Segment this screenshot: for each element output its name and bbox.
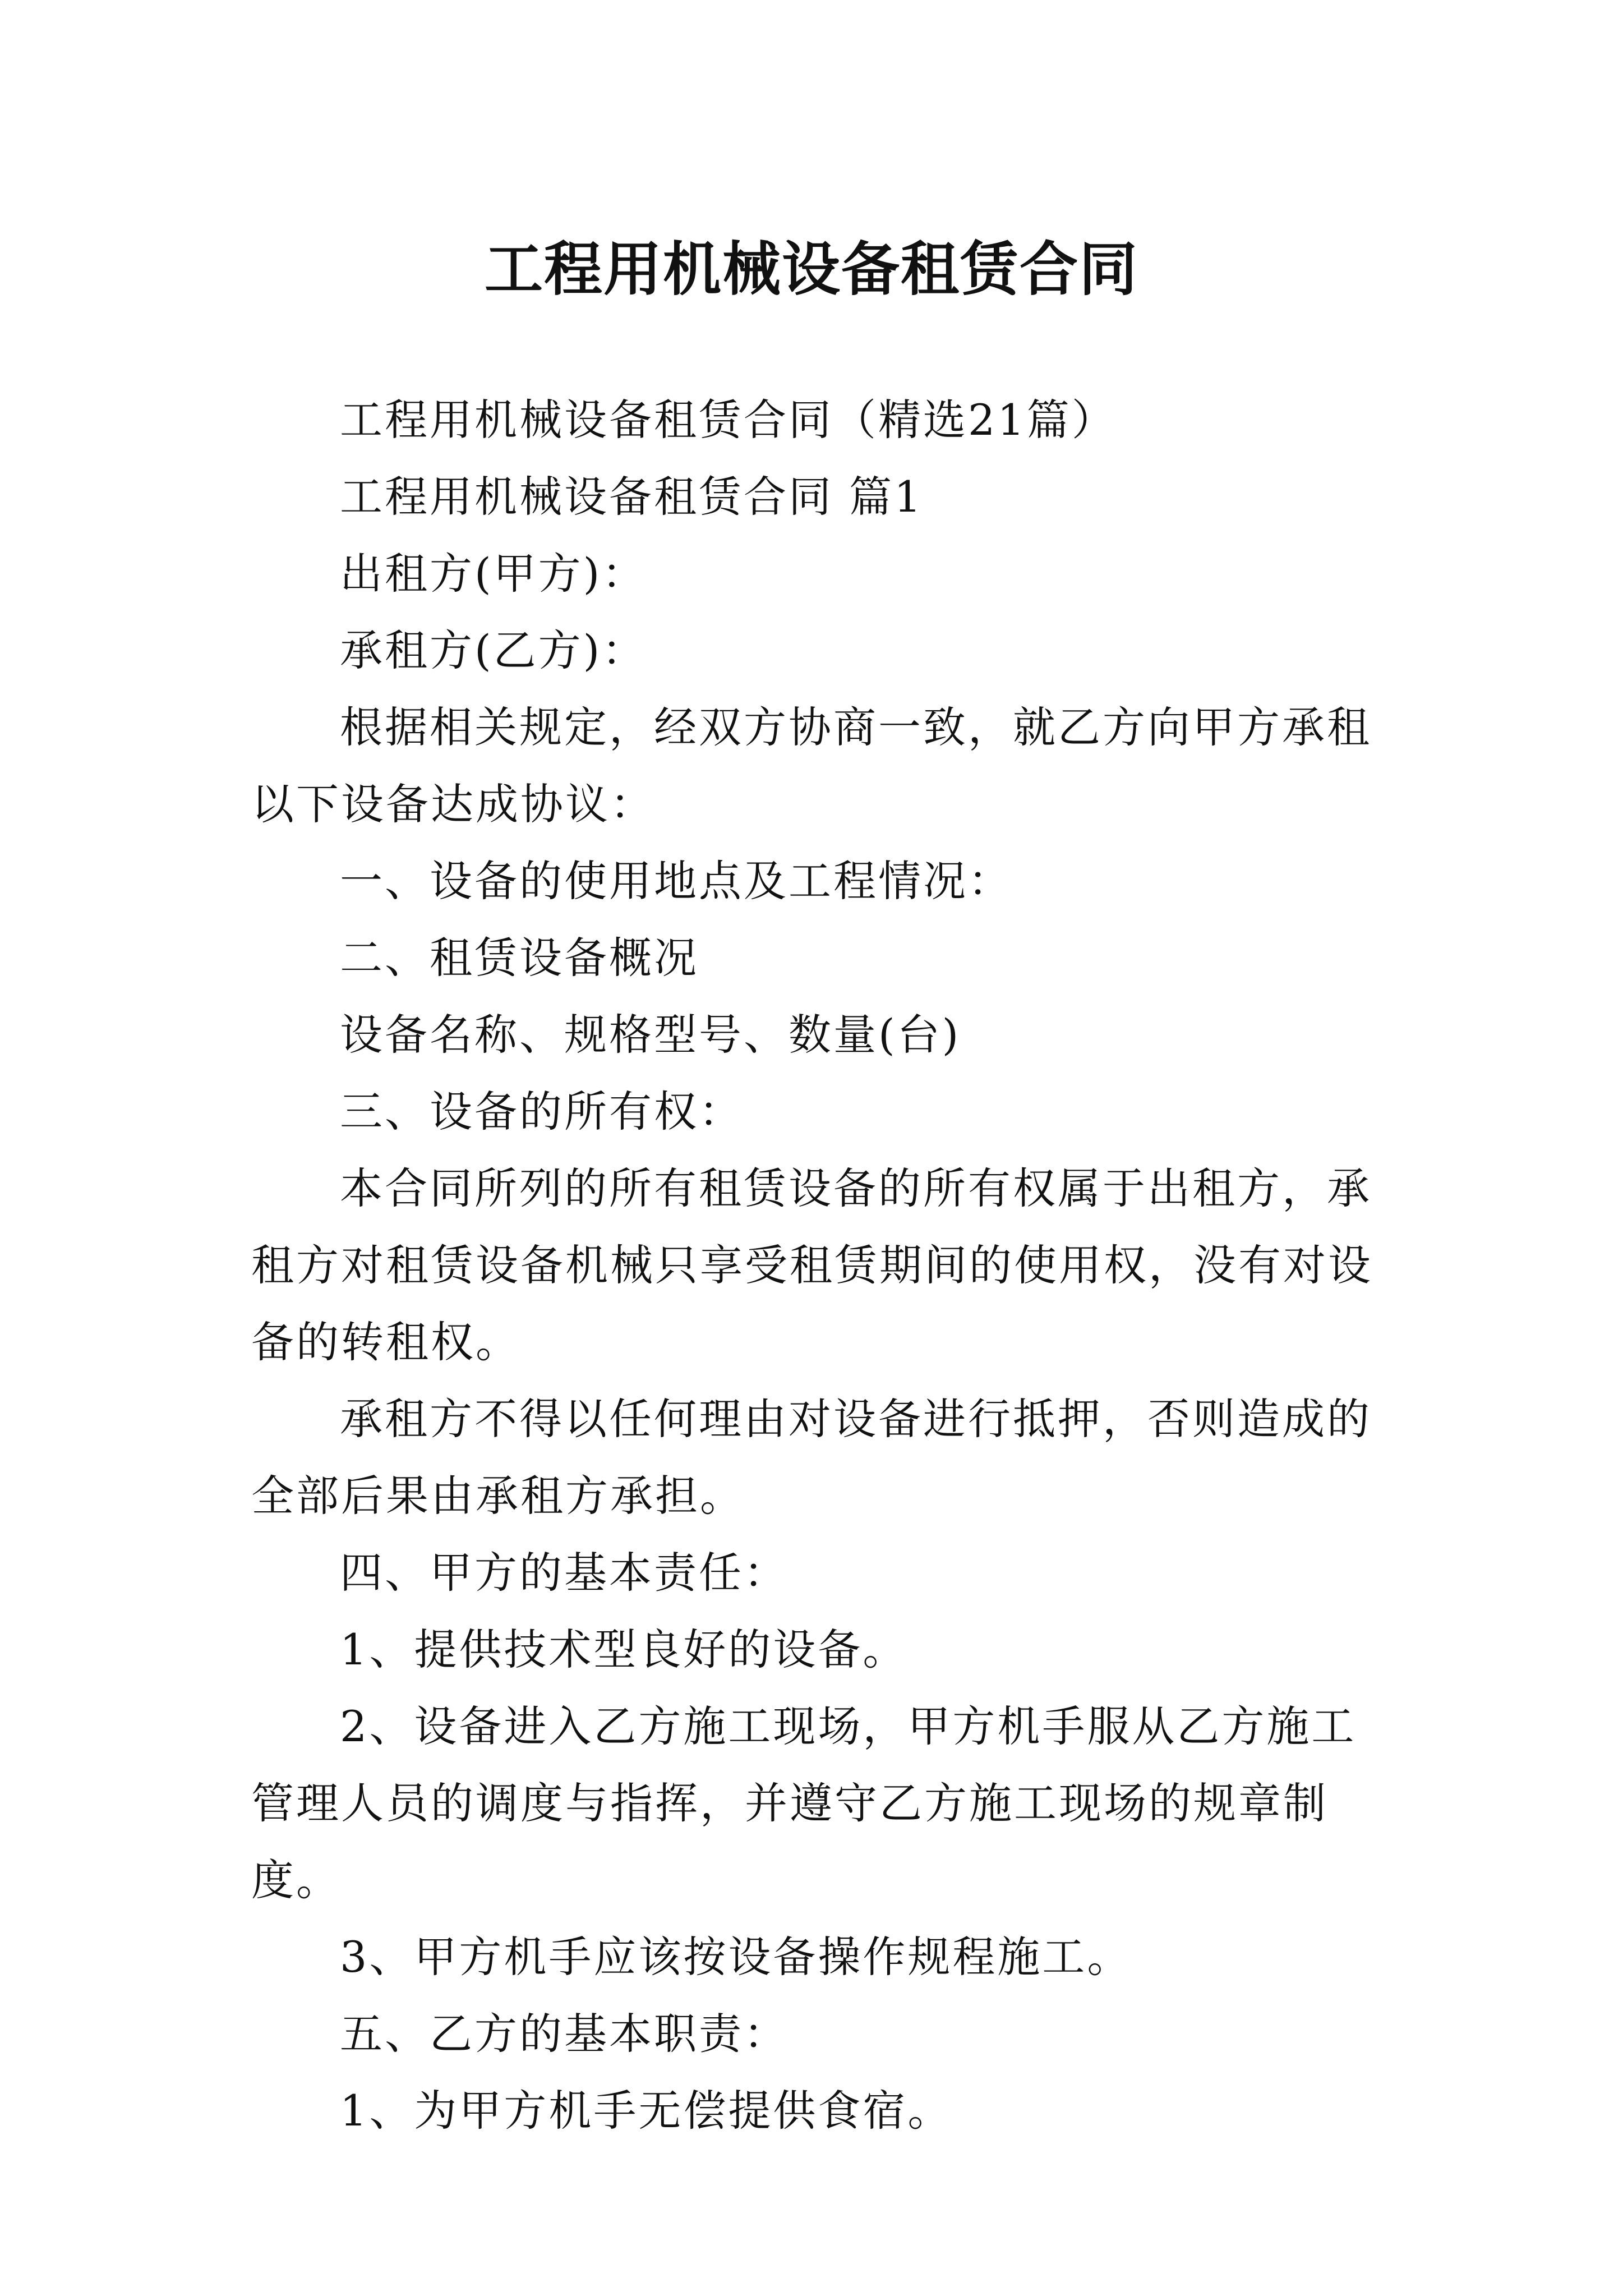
paragraph-mortgage: 承租方不得以任何理由对设备进行抵押，否则造成的全部后果由承租方承担。: [251, 1394, 1372, 1521]
paragraph-responsibility-1: 1、提供技术型良好的设备。: [340, 1625, 908, 1674]
paragraph-section-title: 工程用机械设备租赁合同 篇1: [340, 472, 924, 522]
paragraph-heading-2: 二、租赁设备概况: [340, 933, 699, 983]
paragraph-lessee: 承租方(乙方)：: [340, 625, 647, 675]
paragraph-heading-3: 三、设备的所有权：: [340, 1087, 744, 1137]
paragraph-responsibility-3: 3、甲方机手应该按设备操作规程施工。: [340, 1932, 1132, 1982]
document-title: 工程用机械设备租赁合同: [484, 234, 1138, 303]
paragraph-duty-1: 1、为甲方机手无偿提供食宿。: [340, 2086, 953, 2136]
paragraph-intro: 工程用机械设备租赁合同（精选21篇）: [340, 395, 1117, 445]
document-body: [251, 381, 1390, 2149]
paragraph-responsibility-2: 2、设备进入乙方施工现场，甲方机手服从乙方施工管理人员的调度与指挥，并遵守乙方施工现场的规章制度。: [251, 1701, 1357, 1905]
paragraph-ownership: 本合同所列的所有租赁设备的所有权属于出租方，承租方对租赁设备机械只享受租赁期间的使用权，没有对设备的转租权。: [251, 1163, 1373, 1367]
paragraph-heading-5: 五、乙方的基本职责：: [340, 2009, 789, 2059]
paragraph-equipment-spec: 设备名称、规格型号、数量(台): [340, 1010, 961, 1060]
paragraph-agreement: 根据相关规定，经双方协商一致，就乙方向甲方承租以下设备达成协议：: [251, 702, 1372, 829]
paragraph-lessor: 出租方(甲方)：: [340, 549, 647, 599]
paragraph-heading-1: 一、设备的使用地点及工程情况：: [340, 856, 1013, 906]
paragraph-heading-4: 四、甲方的基本责任：: [340, 1548, 789, 1598]
